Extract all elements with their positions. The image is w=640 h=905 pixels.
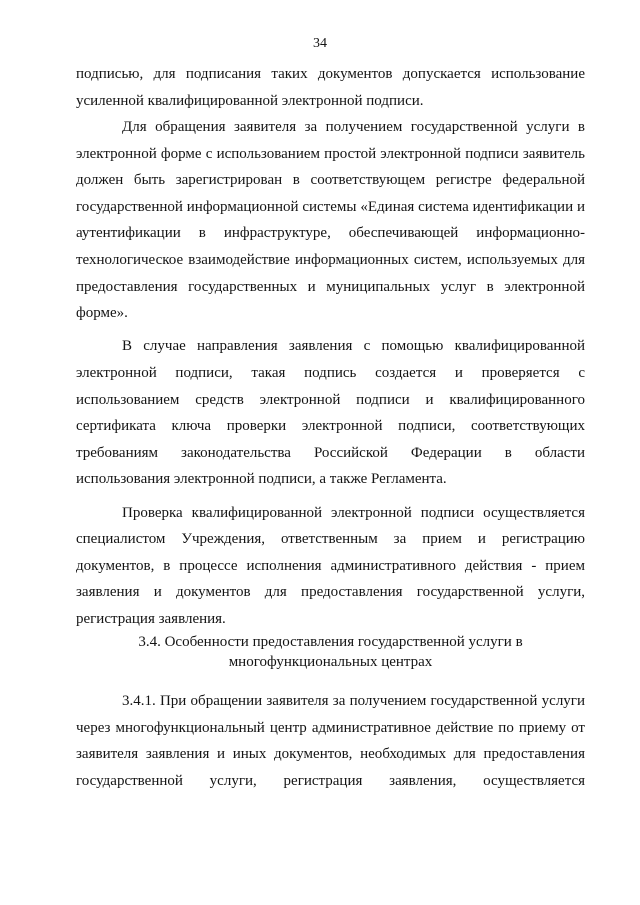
section-heading-line: 3.4. Особенности предоставления государственной услуги в	[138, 634, 523, 650]
paragraph: Проверка квалифицированной электронной подписи осуществляется специалистом Учреждения, ответственным за прием и регистрацию документов, в процессе исполнения административного действия - прием заявления и документов для предоставления государственной услуги, регистрация заявления.	[76, 504, 585, 628]
paragraph: Для обращения заявителя за получением государственной услуги в электронной форме с использованием простой электронной подписи заявитель должен быть зарегистрирован в соответствующем регистре федеральной государственной информационной системы «Единая система идентификации и аутентификации в инфраструктуре, обеспечивающей информационно-технологическое взаимодействие информационных систем, используемых для предоставления государственных и муниципальных услуг в электронной форме».	[76, 119, 585, 322]
section-body	[76, 688, 585, 794]
body-paragraphs	[76, 114, 585, 633]
section-heading	[76, 632, 585, 672]
body-paragraph-continued	[76, 61, 585, 114]
section-heading-line: многофункциональных центрах	[228, 654, 433, 670]
paragraph: В случае направления заявления с помощью квалифицированной электронной подписи, такая подпись создается и проверяется с использованием средств электронной подписи и квалифицированного сертификата ключа проверки электронной подписи, соответствующих требованиям законодательства Российской Федерации в области использования электронной подписи, а также Регламента.	[76, 338, 585, 488]
paragraph: подписью, для подписания таких документов допускается использование усиленной квалифицированной электронной подписи.	[76, 66, 585, 109]
paragraph: 3.4.1. При обращении заявителя за получением государственной услуги через многофункциональный центр административное действие по приему от заявителя заявления и иных документов, необходимых для предоставления государственной услуги, регистрация заявления, осуществляется	[76, 693, 585, 789]
page-number: 34	[313, 36, 327, 51]
